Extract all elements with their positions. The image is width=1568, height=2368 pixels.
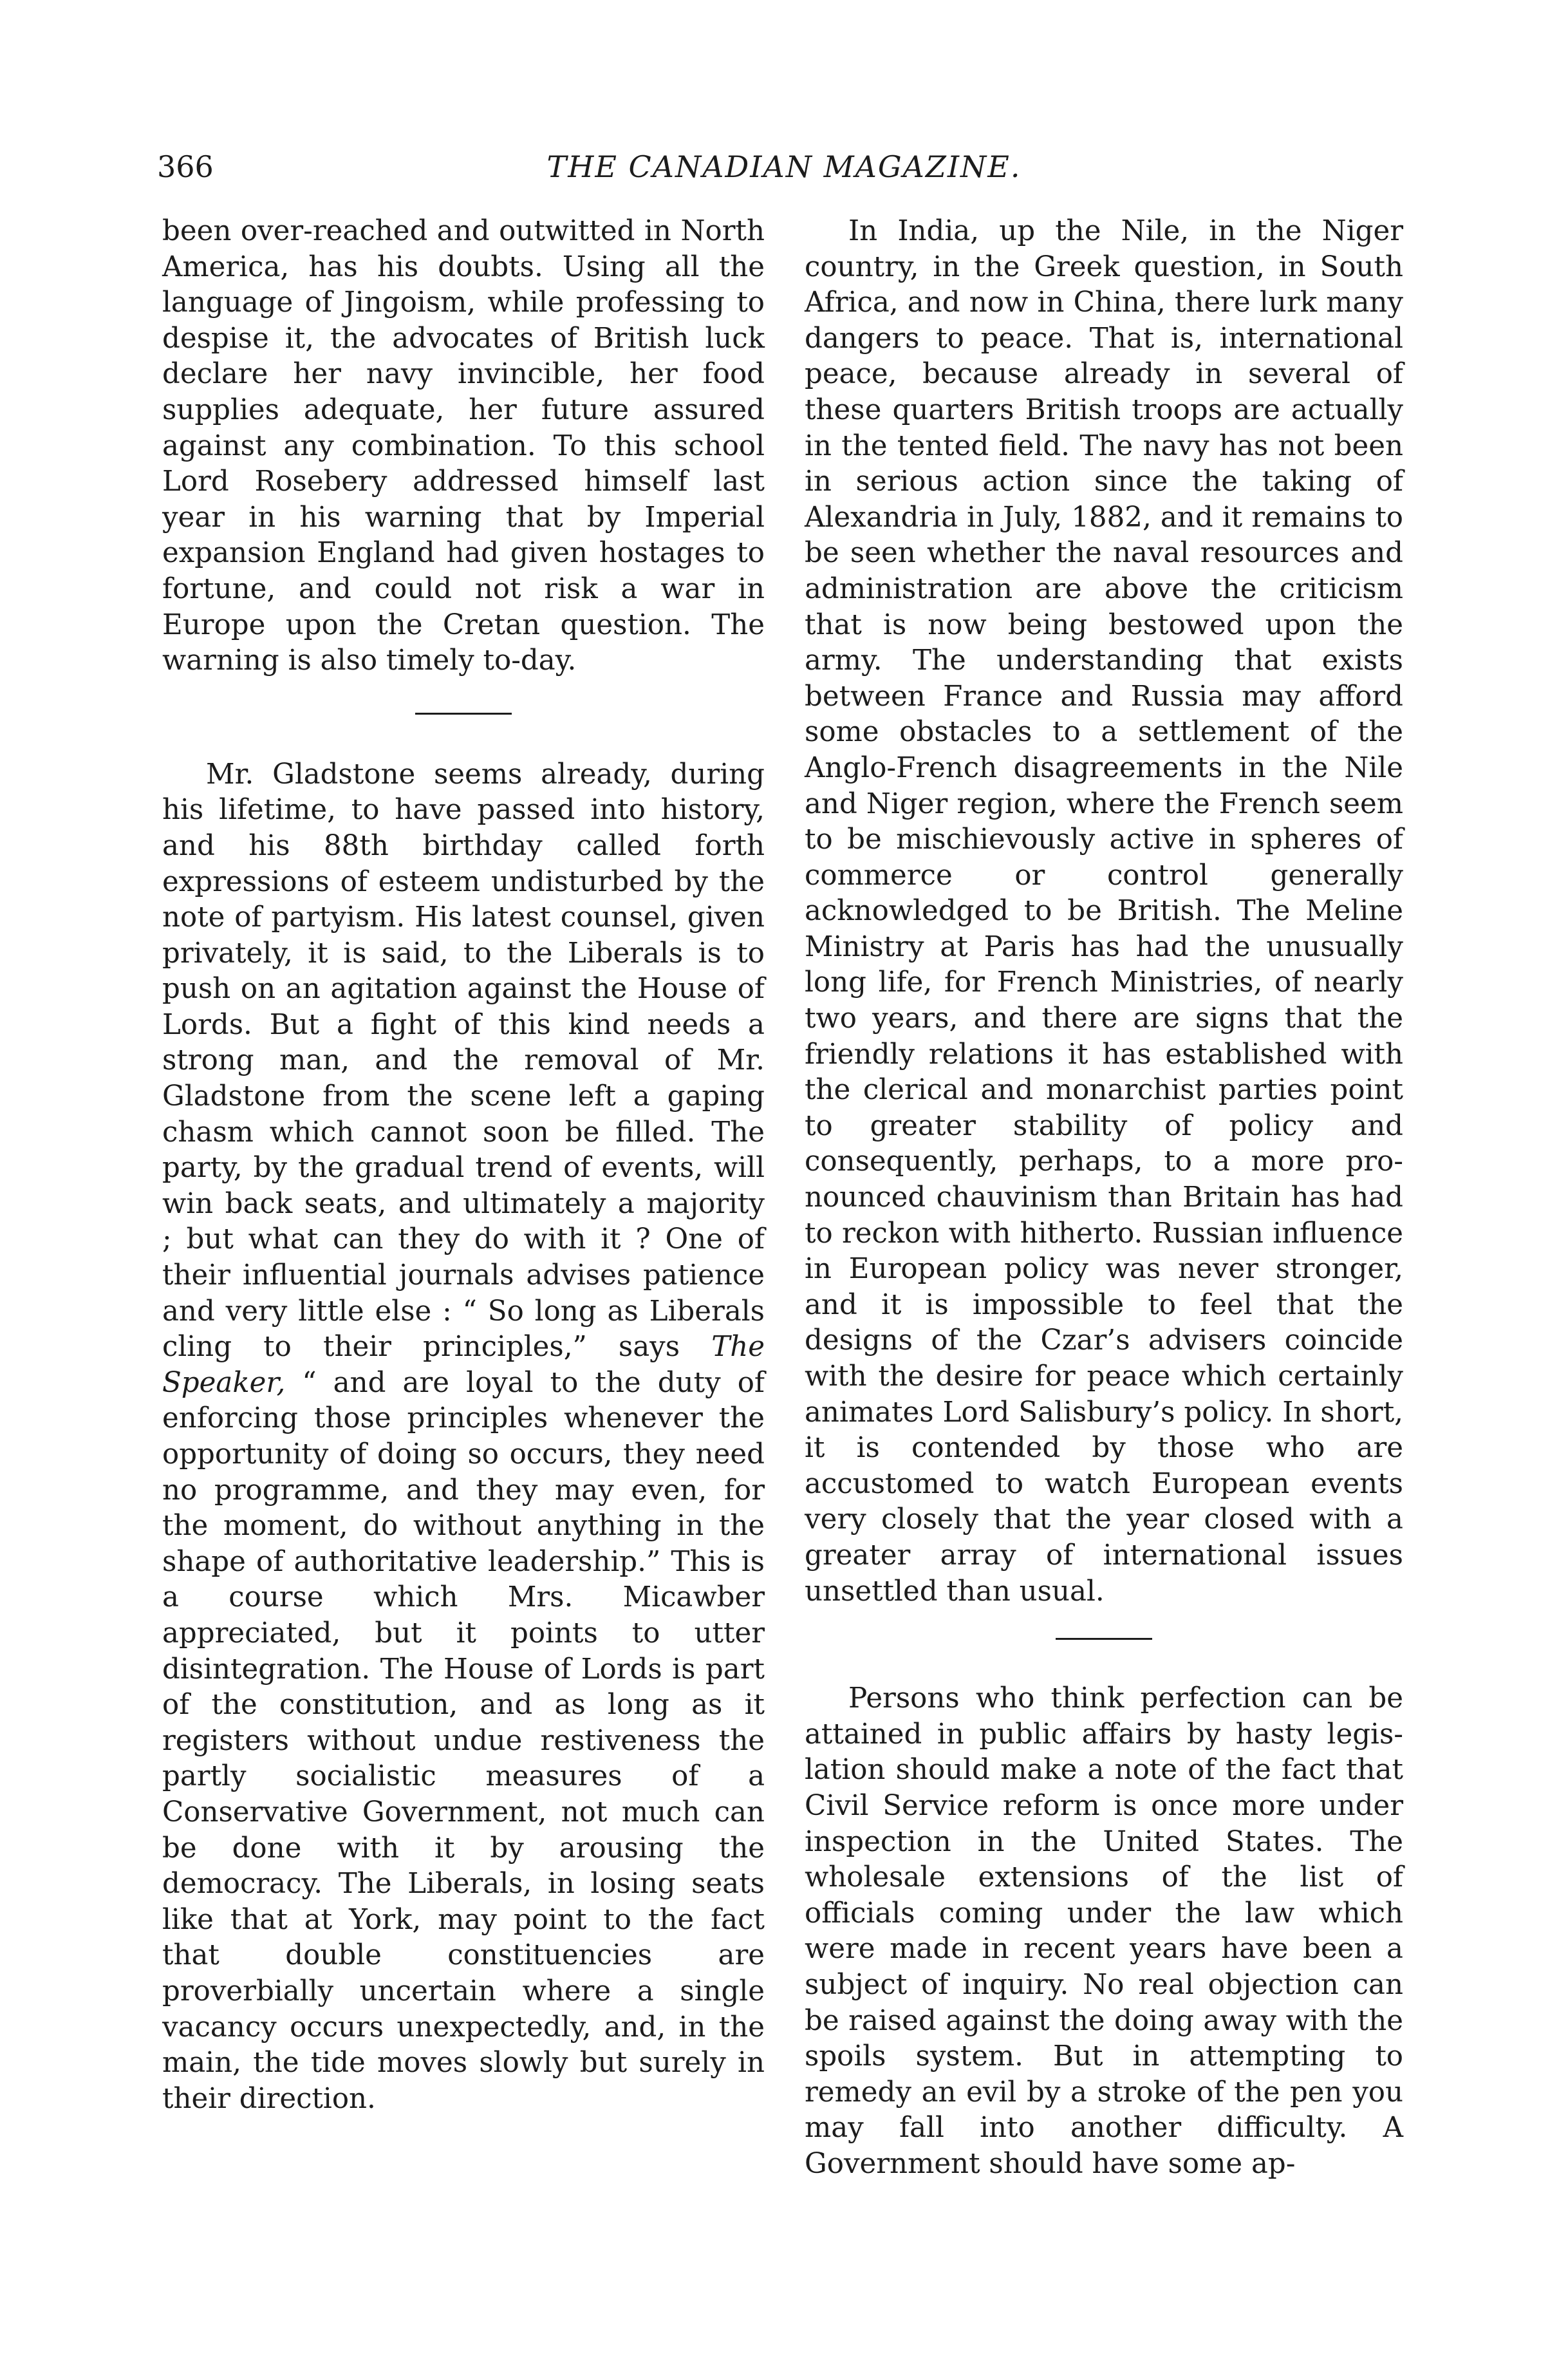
left-column xyxy=(162,214,765,2117)
section-divider xyxy=(1056,1638,1152,1640)
paragraph-dangers-to-peace: In India, up the Nile, in the Niger country, in the Greek question, in South Africa, and now in China, there lurk many dangers to peace. That is, international peace, because already in several of these quarters British troops are actually in the tented field. The navy has not been in serious action since the taking of Alexandria in July, 1882, and it remains to be seen whether the naval resources and administration are above the criticism that is now being bestowed upon the army. The understanding that exists between France and Russia may afford some obstacles to a settlement of the Anglo-French disagreements in the Nile and Niger region, where the French seem to be mischievously active in spheres of commerce or control generally acknowledged to be British. The Meline Ministry at Paris has had the unusually long life, for French Ministries, of nearly two years, and there are signs that the friendly relations it has established with the clerical and monarchist parties point to greater stability of policy and consequently, perhaps, to a more pronounced chauvinism than Britain has had to reckon with hitherto. Russian influence in European policy was never stronger, and it is impossible to feel that the designs of the Czar’s advisers coincide with the desire for peace which certainly animates Lord Salisbury’s policy. In short, it is contended by those who are accustomed to watch European events very closely that the year closed with a greater array of international issues unsettled than usual. xyxy=(805,215,1403,1608)
paragraph-jingoism: been over-reached and outwitted in North America, has his doubts. Using all the language of Jingoism, while professing to despise it, the advocates of British luck declare her navy invincible, her food supplies adequate, her future assured against any combination. To this school Lord Rosebery addressed himself last year in his warning that by Imperial expansion England had given hostages to fortune, and could not risk a war in Europe upon the Cretan question. The warning is also timely to-day. xyxy=(162,215,765,677)
speaker-journal-title: The Speaker, xyxy=(162,1331,765,1399)
right-column xyxy=(805,214,1403,2182)
paragraph-gladstone xyxy=(162,757,765,2118)
gladstone-text-part-2: “ and are loyal to the duty of enforcing those principles whenever the opportunity of doing so occurs, they need no programme, and they may even, for the moment, do without anything in the shape of authoritative leadership.” This is a course which Mrs. Micawber appreciated, but it points to utter disintegration. The House of Lords is part of the constitution, and as long as it registers without undue restiveness the partly socialistic measures of a Conservative Government, not much can be done with it by arousing the democracy. The Liberals, in losing seats like that at York, may point to the fact that double constituencies are proverbially uncertain where a single vacancy occurs unexpectedly, and, in the main, the tide moves slowly but surely in their direction. xyxy=(162,1366,765,2115)
running-head-title: THE CANADIAN MAGAZINE. xyxy=(546,149,1022,184)
page-number: 366 xyxy=(157,149,214,184)
section-divider xyxy=(415,713,512,715)
gladstone-text-part-1: Mr. Gladstone seems already, during his lifetime, to have passed into history, and his 88th birthday called forth expressions of esteem undisturbed by the note of partyism. His latest counsel, given privately, it is said, to the Liberals is to push on an agitation against the House of Lords. But a fight of this kind needs a strong man, and the removal of Mr. Gladstone from the scene left a gaping chasm which cannot soon be filled. The party, by the gradual trend of events, will win back seats, and ultimately a majority ; but what can they do with it ? One of their influential journals advises patience and very little else : “ So long as Liberals cling to their principles,” says xyxy=(162,758,765,1364)
paragraph-civil-service: Persons who think perfection can be attained in public affairs by hasty legislation should make a note of the fact that Civil Service reform is once more under inspection in the United States. The wholesale extensions of the list of officials coming under the law which were made in recent years have been a subject of inquiry. No real objection can be raised against the doing away with the spoils system. But in attempting to remedy an evil by a stroke of the pen you may fall into another difficulty. A Government should have some ap- xyxy=(805,1682,1403,2180)
